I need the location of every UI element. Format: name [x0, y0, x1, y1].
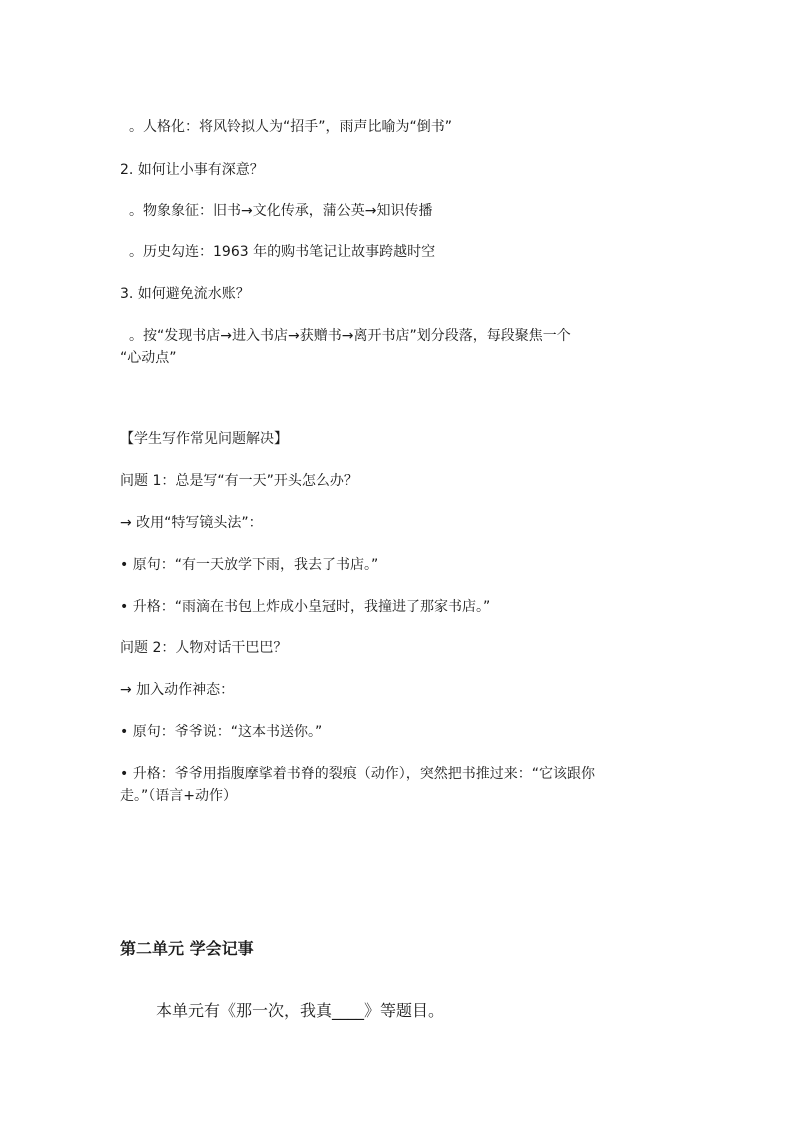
- bullet-history-link: 。历史勾连：1963 年的购书笔记让故事跨越时空: [129, 244, 436, 260]
- bullet-paragraph-plan-line1: 。按“发现书店→进入书店→获赠书→离开书店”划分段落，每段聚焦一个: [129, 328, 571, 344]
- question-2-title: 2. 如何让小事有深意？: [120, 162, 264, 178]
- fix-1: → 改用“特写镜头法”：: [120, 515, 263, 531]
- problem-2: 问题 2：人物对话干巴巴？: [120, 640, 288, 656]
- problem-1: 问题 1：总是写“有一天”开头怎么办？: [120, 473, 358, 489]
- original-sentence-1: • 原句：“有一天放学下雨，我去了书店。”: [120, 557, 379, 573]
- upgraded-sentence-1: • 升格：“雨滴在书包上炸成小皇冠时，我撞进了那家书店。”: [120, 599, 491, 615]
- unit-title: 第二单元 学会记事: [120, 939, 254, 958]
- unit-intro: 本单元有《那一次，我真____》等题目。: [156, 1001, 445, 1020]
- fix-2: → 加入动作神态：: [120, 682, 235, 698]
- bullet-symbolism: 。物象象征：旧书→文化传承，蒲公英→知识传播: [129, 203, 433, 219]
- upgraded-sentence-2-line1: • 升格：爷爷用指腹摩挲着书脊的裂痕（动作），突然把书推过来：“它该跟你: [120, 766, 595, 782]
- question-3-title: 3. 如何避免流水账？: [120, 286, 250, 302]
- original-sentence-2: • 原句：爷爷说：“这本书送你。”: [120, 724, 323, 740]
- section-heading-problems: 【学生写作常见问题解决】: [120, 431, 288, 447]
- upgraded-sentence-2-line2: 走。”（语言+动作）: [120, 788, 237, 804]
- bullet-paragraph-plan-line2: “心动点”: [120, 350, 177, 366]
- bullet-personification: 。人格化：将风铃拟人为“招手”，雨声比喻为“倒书”: [129, 119, 453, 135]
